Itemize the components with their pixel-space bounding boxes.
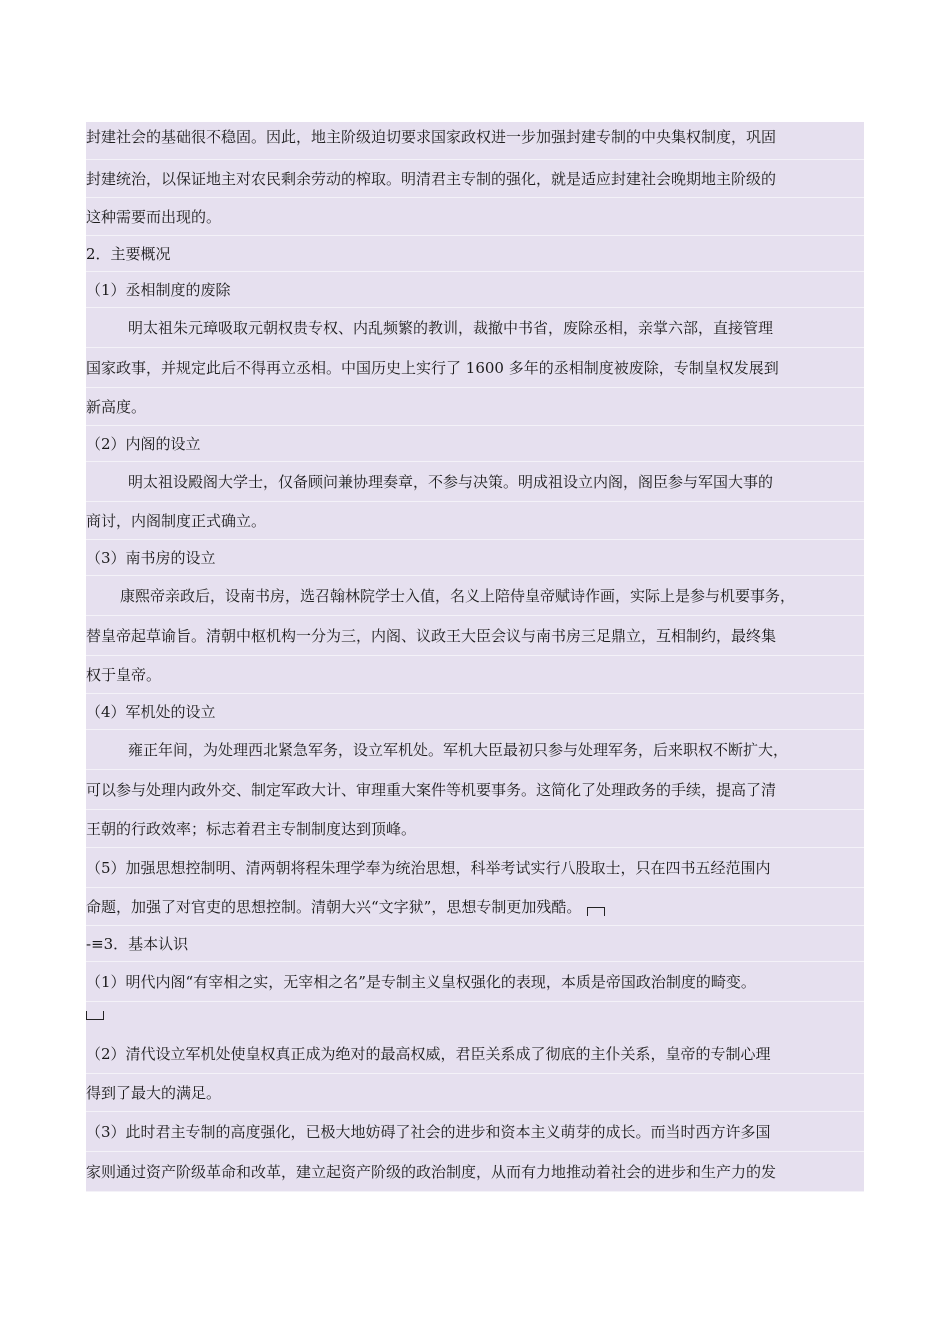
text-line: 新高度。 [86, 388, 864, 426]
text-line: （3）此时君主专制的高度强化，已极大地妨碍了社会的进步和资本主义萌芽的成长。而当时西方许多国 [86, 1112, 864, 1152]
text-line: 封建统治，以保证地主对农民剩余劳动的榨取。明清君主专制的强化，就是适应封建社会晚期地主阶级的 [86, 160, 864, 198]
text-line: 替皇帝起草谕旨。清朝中枢机构一分为三，内阁、议政王大臣会议与南书房三足鼎立，互相制约，最终集 [86, 616, 864, 656]
text-line: 国家政事，并规定此后不得再立丞相。中国历史上实行了 1600 多年的丞相制度被废除，专制皇权发展到 [86, 348, 864, 388]
edit-mark-icon [86, 1011, 104, 1020]
edit-mark-line [86, 1002, 864, 1034]
text-line: 明太祖朱元璋吸取元朝权贵专权、内乱频繁的教训，裁撤中书省，废除丞相，亲掌六部，直接管理 [86, 308, 864, 348]
subsection-heading: （2）内阁的设立 [86, 426, 864, 462]
text-line: 封建社会的基础很不稳固。因此，地主阶级迫切要求国家政权进一步加强封建专制的中央集权制度，巩固 [86, 122, 864, 160]
text-line: 得到了最大的满足。 [86, 1074, 864, 1112]
text-line-content: 命题，加强了对官吏的思想控制。清朝大兴“文字狱”，思想专制更加残酷。 [86, 898, 582, 916]
text-line: 王朝的行政效率；标志着君主专制制度达到顶峰。 [86, 810, 864, 848]
text-line: 这种需要而出现的。 [86, 198, 864, 236]
text-line: 康熙帝亲政后，设南书房，选召翰林院学士入值，名义上陪侍皇帝赋诗作画，实际上是参与机要事务， [86, 576, 864, 616]
subsection-heading: （3）南书房的设立 [86, 540, 864, 576]
section-heading: -≡3．基本认识 [86, 926, 864, 962]
edit-mark-icon [587, 907, 605, 916]
document-body [86, 122, 864, 1192]
text-line: 商讨，内阁制度正式确立。 [86, 502, 864, 540]
subsection-heading: （1）丞相制度的废除 [86, 272, 864, 308]
text-line: 家则通过资产阶级革命和改革，建立起资产阶级的政治制度，从而有力地推动着社会的进步和生产力的发 [86, 1152, 864, 1192]
text-line: （5）加强思想控制明、清两朝将程朱理学奉为统治思想，科举考试实行八股取士，只在四书五经范围内 [86, 848, 864, 888]
text-line: 明太祖设殿阁大学士，仅备顾问兼协理奏章，不参与决策。明成祖设立内阁，阁臣参与军国大事的 [86, 462, 864, 502]
text-line: 可以参与处理内政外交、制定军政大计、审理重大案件等机要事务。这简化了处理政务的手续，提高了清 [86, 770, 864, 810]
text-line [86, 888, 864, 926]
text-line: （2）清代设立军机处使皇权真正成为绝对的最高权威，君臣关系成了彻底的主仆关系，皇帝的专制心理 [86, 1034, 864, 1074]
text-line: 雍正年间，为处理西北紧急军务，设立军机处。军机大臣最初只参与处理军务，后来职权不断扩大， [86, 730, 864, 770]
subsection-heading: （4）军机处的设立 [86, 694, 864, 730]
section-heading: 2．主要概况 [86, 236, 864, 272]
text-line: 权于皇帝。 [86, 656, 864, 694]
text-line: （1）明代内阁“有宰相之实，无宰相之名”是专制主义皇权强化的表现，本质是帝国政治制度的畸变。 [86, 962, 864, 1002]
